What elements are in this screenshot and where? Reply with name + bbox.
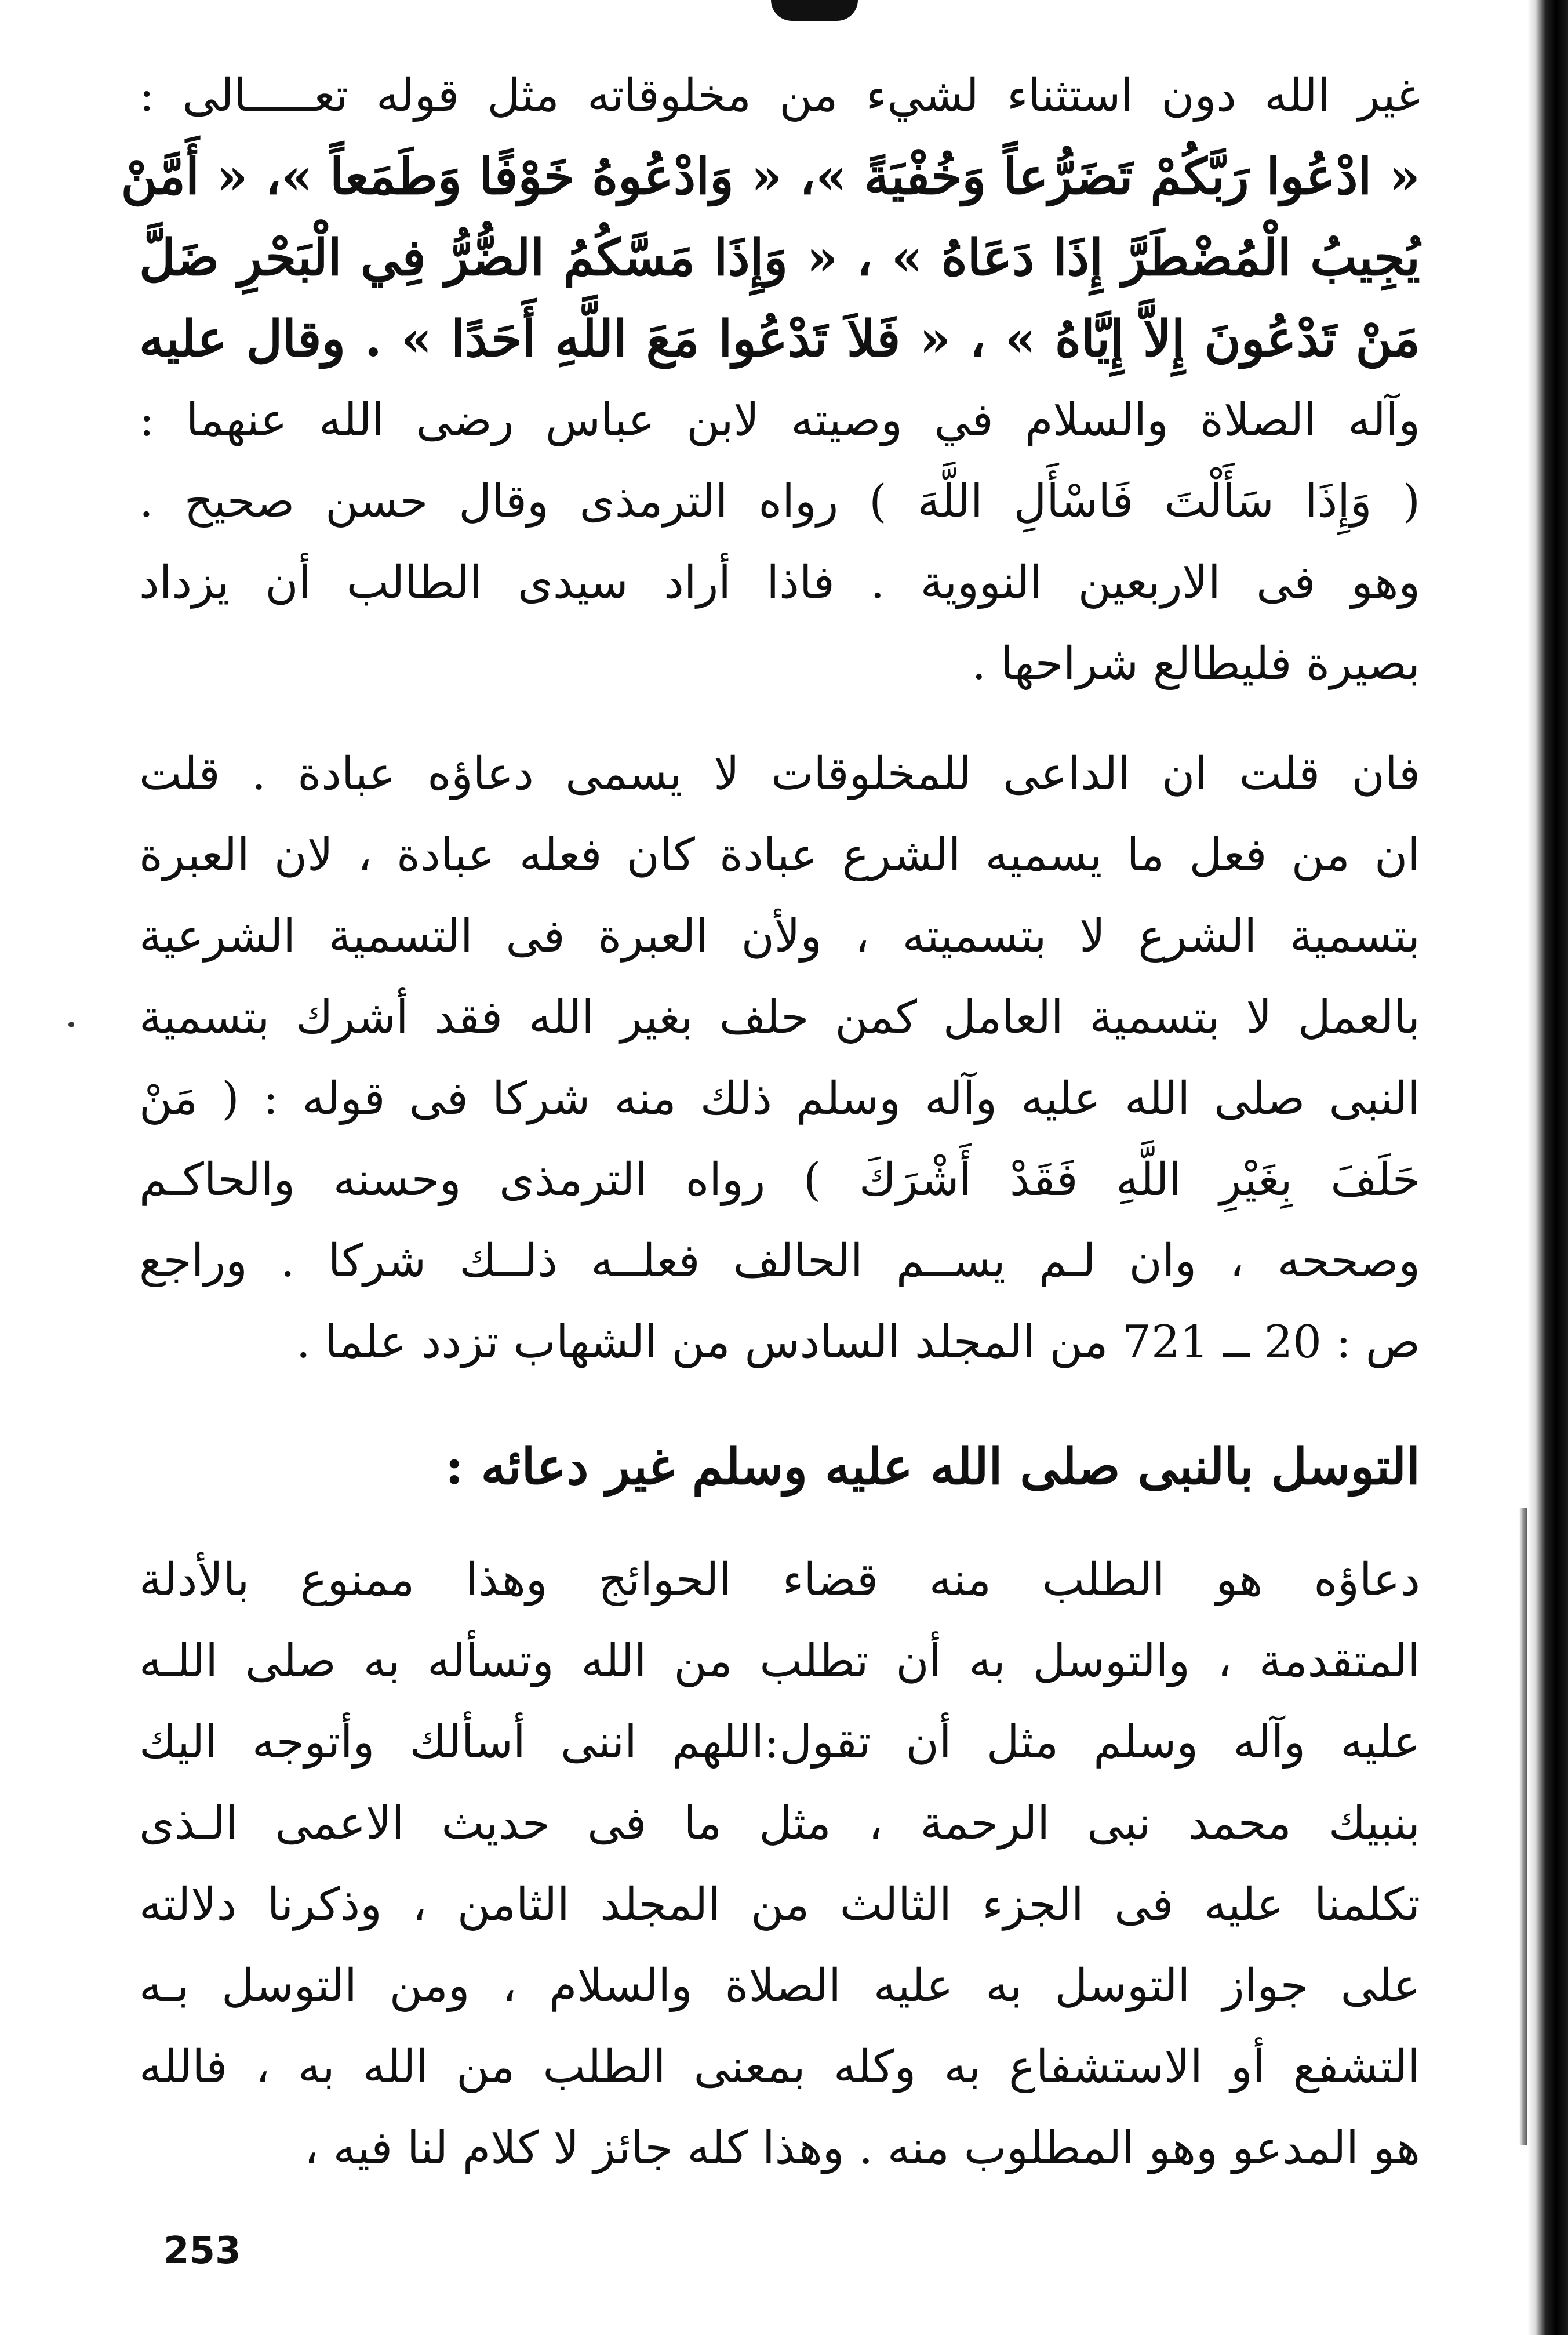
- text-line: فان قلت ان الداعى للمخلوقات لا يسمى دعاؤه عبادة . قلت: [139, 748, 1420, 800]
- text-line: تكلمنا عليه فى الجزء الثالث من المجلد الثامن ، وذكرنا دلالته: [139, 1879, 1420, 1931]
- quran-verse-line: مَنْ تَدْعُونَ إِلاَّ إِيَّاهُ » ، « فَلاَ تَدْعُوا مَعَ اللَّهِ أَحَدًا » . وقال عليه: [139, 310, 1420, 368]
- text-line: النبى صلى الله عليه وآله وسلم ذلك منه شركا فى قوله : ( مَنْ: [139, 1073, 1420, 1125]
- quran-verse-line: يُجِيبُ الْمُضْطَرَّ إِذَا دَعَاهُ » ، « وَإِذَا مَسَّكُمُ الضُّرُّ فِي الْبَحْرِ ضَلَّ: [139, 228, 1420, 287]
- paragraph-gap: [139, 1510, 1420, 1539]
- paragraph-quran-verses: [121, 55, 1420, 705]
- text-line: عليه وآله وسلم مثل أن تقول:اللهم اننى أسألك وأتوجه اليك: [139, 1716, 1420, 1769]
- scan-top-smudge: [771, 0, 858, 21]
- text-line: بالعمل لا بتسمية العامل كمن حلف بغير الله فقد أشرك بتسمية: [139, 992, 1421, 1044]
- text-line: حَلَفَ بِغَيْرِ اللَّهِ فَقَدْ أَشْرَكَ ) رواه الترمذى وحسنه والحاكـم: [139, 1154, 1420, 1206]
- text-line: بتسمية الشرع لا بتسميته ، ولأن العبرة فى التسمية الشرعية: [139, 910, 1420, 963]
- text-line: هو المدعو وهو المطلوب منه . وهذا كله جائز لا كلام لنا فيه ،: [304, 2122, 1420, 2174]
- text-line: ( وَإِذَا سَأَلْتَ فَاسْأَلِ اللَّهَ ) رواه الترمذى وقال حسن صحيح .: [139, 475, 1420, 528]
- text-line: ص : 20 ــ 721 من المجلد السادس من الشهاب تزدد علما .: [296, 1316, 1420, 1368]
- section-gap: [139, 1383, 1420, 1423]
- text-line: ان من فعل ما يسميه الشرع عبادة كان فعله عبادة ، لان العبرة: [139, 829, 1420, 881]
- scan-binding-edge: [1527, 0, 1568, 2335]
- text-line: غير الله دون استثناء لشيء من مخلوقاته مثل قوله تعـــــالى :: [139, 70, 1420, 122]
- text-line: وهو فى الاربعين النووية . فاذا أراد سيدى الطالب أن يزداد: [139, 557, 1420, 609]
- text-line: وصححه ، وان لـم يســم الحالف فعلــه ذلــك شركا . وراجع: [139, 1235, 1420, 1287]
- quran-verse-line: « ادْعُوا رَبَّكُمْ تَضَرُّعاً وَخُفْيَةً »، « وَادْعُوهُ خَوْفًا وَطَمَعاً »، « أَمَّنْ: [121, 147, 1420, 206]
- paragraph-tawassul: [139, 1539, 1420, 2189]
- scan-binding-shadow: [1519, 1508, 1527, 2145]
- text-line: التشفع أو الاستشفاع به وكله بمعنى الطلب من الله به ، فالله: [139, 2041, 1420, 2093]
- text-line: المتقدمة ، والتوسل به أن تطلب من الله وتسأله به صلى اللـه: [139, 1635, 1420, 1687]
- page-number: 253: [163, 2229, 241, 2272]
- text-line: بصيرة فليطالع شراحها .: [972, 638, 1420, 690]
- paragraph-objection: [139, 733, 1420, 1383]
- text-line: بنبيك محمد نبى الرحمة ، مثل ما فى حديث الاعمى الـذى: [139, 1797, 1420, 1850]
- section-heading: التوسل بالنبى صلى الله عليه وسلم غير دعائه :: [445, 1437, 1420, 1496]
- page-body: [121, 55, 1421, 2189]
- scan-stray-mark: [68, 1022, 74, 1027]
- text-line: وآله الصلاة والسلام في وصيته لابن عباس رضى الله عنهما :: [139, 394, 1420, 446]
- text-line: على جواز التوسل به عليه الصلاة والسلام ، ومن التوسل بـه: [139, 1960, 1420, 2012]
- text-line: دعاؤه هو الطلب منه قضاء الحوائج وهذا ممنوع بالأدلة: [139, 1554, 1420, 1606]
- paragraph-gap: [139, 705, 1420, 733]
